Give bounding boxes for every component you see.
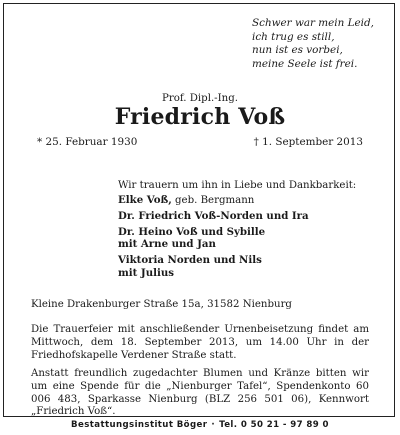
poem-line: nun ist es vorbei, bbox=[252, 44, 343, 57]
spouse-name: Elke Voß, bbox=[118, 193, 172, 206]
mourner-line: mit Arne und Jan bbox=[118, 238, 216, 251]
funeral-home-footer bbox=[0, 420, 400, 430]
family-address: Kleine Drakenburger Straße 15a, 31582 Nienburg bbox=[31, 299, 292, 310]
mourner-spouse bbox=[118, 194, 356, 208]
poem-line: meine Seele ist frei. bbox=[252, 57, 358, 70]
footer-separator: · bbox=[211, 420, 216, 430]
birth-date: * 25. Februar 1930 bbox=[37, 136, 138, 148]
academic-title: Prof. Dipl.-Ing. bbox=[162, 93, 238, 104]
mourners-list bbox=[118, 180, 356, 279]
poem-line: ich trug es still, bbox=[252, 30, 335, 43]
funeral-home-name: Bestattungsinstitut Böger bbox=[71, 420, 208, 430]
spouse-maiden-name: geb. Bergmann bbox=[171, 194, 255, 206]
death-date: † 1. September 2013 bbox=[253, 136, 363, 148]
mourner-line: mit Julius bbox=[118, 266, 175, 279]
ceremony-notice: Die Trauerfeier mit anschließender Urnenbeisetzung findet am Mittwoch, dem 18. September 2013, um 14.00 Uhr in der Friedhofskapelle Verdener Straße statt. bbox=[31, 324, 369, 361]
mourner-line: Viktoria Norden und Nils bbox=[118, 253, 262, 266]
poem-verse bbox=[252, 17, 380, 71]
mourner-line: Dr. Heino Voß und Sybille bbox=[118, 225, 266, 238]
funeral-home-phone: Tel. 0 50 21 - 97 89 0 bbox=[219, 420, 329, 430]
deceased-name: Friedrich Voß bbox=[114, 104, 286, 130]
mourners-intro: Wir trauern um ihn in Liebe und Dankbarkeit: bbox=[118, 180, 357, 191]
life-dates bbox=[37, 136, 363, 148]
mourner-line: Dr. Friedrich Voß-Norden und Ira bbox=[118, 210, 309, 223]
donation-notice: Anstatt freundlich zugedachter Blumen und Kränze bitten wir um eine Spende für die „Nienburger Tafel“, Spendenkonto 60 006 483, Sparkasse Nienburg (BLZ 256 501 06), Kennwort „Friedrich Voß“. bbox=[31, 368, 369, 418]
poem-line: Schwer war mein Leid, bbox=[252, 17, 374, 29]
